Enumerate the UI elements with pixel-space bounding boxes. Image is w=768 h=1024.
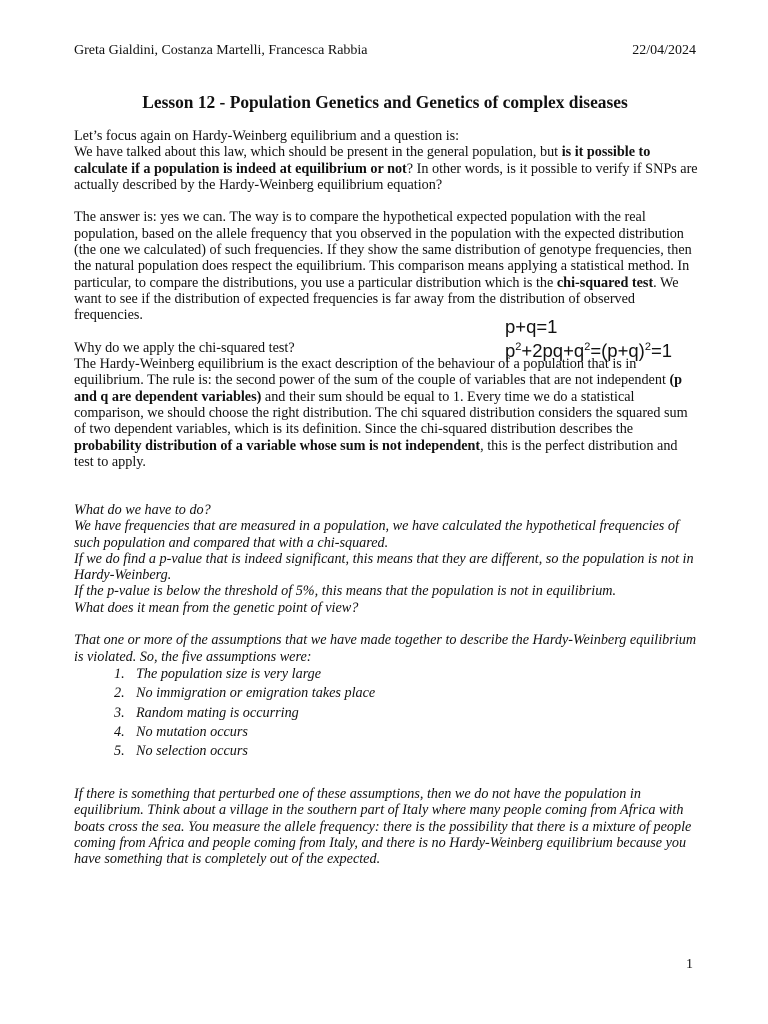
- lesson-title: Lesson 12 - Population Genetics and Genetics of complex diseases: [142, 92, 628, 112]
- list-item: 1. The population size is very large: [114, 665, 322, 682]
- intro-bold: is it possible to calculate if a population is indeed at equilibrium or not: [74, 144, 651, 177]
- dependent-variables-bold: (p and q are dependent variables): [74, 372, 683, 405]
- todo-p1: We have frequencies that are measured in a population, we have calculated the hypothetical frequencies of such population and compared that with a chi-squared.: [74, 518, 679, 551]
- assumptions-list: [74, 665, 699, 761]
- todo-p3: If the p-value is below the threshold of 5%, this means that the population is not in equilibrium.: [74, 583, 617, 600]
- intro-paragraph: We have talked about this law, which should be present in the general population, but is it possible to calculate if a population is indeed at equilibrium or not? In other words, is it possible to verify if SNPs are actually described by the Hardy-Weinberg equilibrium equation?: [74, 144, 698, 193]
- probability-distribution-bold: probability distribution of a variable whose sum is not independent: [74, 437, 481, 454]
- chi-squared-bold: chi-squared test: [556, 274, 654, 291]
- list-item: 5. No selection occurs: [114, 743, 248, 760]
- why-question: Why do we apply the chi-squared test?: [74, 339, 295, 356]
- todo-p2: If we do find a p-value that is indeed significant, this means that they are different, so the population is not in Hardy-Weinberg.: [74, 550, 694, 584]
- why-paragraph: The Hardy-Weinberg equilibrium is the exact description of the behaviour of a population that is in equilibrium. The rule is: the second power of the sum of the couple of variables that are not independent (p and q are dependent variables) and their sum should be equal to 1. Every time we do a statistical comparison, we should choose the right distribution. The chi squared distribution considers the squared sum of two dependent variables, which is its definition. Since the chi-squared distribution describes the probability distribution of a variable whose sum is not independent, this is the perfect distribution and test to apply.: [74, 356, 688, 470]
- answer-paragraph: The answer is: yes we can. The way is to compare the hypothetical expected population with the real population, based on the allele frequency that you observed in the population with the expected distribution (the one we calculated) of such frequencies. If they show the same distribution of genotype frequencies, then the natural population does respect the equilibrium. This comparison means applying a statistical method. In particular, to compare the distributions, you use a particular distribution which is the chi-squared test. We want to see if the distribution of expected frequencies is far away from the distribution of observed frequencies.: [74, 209, 692, 324]
- main-text: [74, 128, 699, 470]
- list-item: 3. Random mating is occurring: [114, 704, 299, 721]
- assumptions-intro: That one or more of the assumptions that we have made together to describe the Hardy-Weinberg equilibrium is violated. So, the five assumptions were:: [74, 632, 697, 665]
- date: 22/04/2024: [632, 43, 696, 58]
- formula-line-1: p+q=1: [505, 316, 558, 337]
- list-item: 2. No immigration or emigration takes place: [114, 685, 376, 702]
- conclusion-paragraph: If there is something that perturbed one of these assumptions, then we do not have the population in equilibrium. Think about a village in the southern part of Italy where many people coming from Africa with boats cross the sea. You measure the allele frequency: there is the possibility that there is a mixture of people coming from Africa and people coming from Italy, and there is no Hardy-Weinberg equilibrium because you have something that is completely out of the expected.: [74, 786, 692, 868]
- authors: Greta Gialdini, Costanza Martelli, Francesca Rabbia: [74, 43, 368, 58]
- intro-line: Let’s focus again on Hardy-Weinberg equilibrium and a question is:: [74, 128, 460, 144]
- todo-section: [74, 502, 699, 761]
- todo-p4: What does it mean from the genetic point of view?: [74, 599, 359, 616]
- todo-question: What do we have to do?: [74, 502, 211, 518]
- formula-line-2: $p^2+2pq+q^2=(p+q)^2=1$: [505, 340, 673, 361]
- list-item: 4. No mutation occurs: [114, 723, 248, 740]
- page-number: 1: [686, 957, 693, 972]
